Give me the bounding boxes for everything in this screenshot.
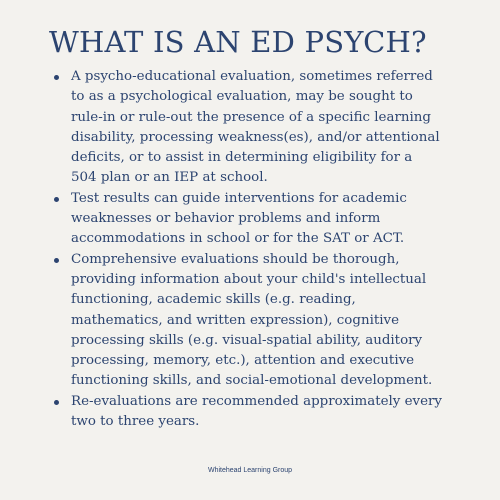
list-item xyxy=(52,189,442,250)
list-item-text: Comprehensive evaluations should be thorough, providing information about your child's intellectual functioning, academic skills (e.g. reading, mathematics, and written expression), cognitive processing skills (e.g. visual-spatial ability, auditory processing, memory, etc.), attention and executive functioning skills, and social-emotional development. xyxy=(71,251,433,389)
bullet-point-icon xyxy=(54,258,59,263)
page-title: WHAT IS AN ED PSYCH? xyxy=(49,25,427,59)
list-item-text: A psycho-educational evaluation, sometimes referred to as a psychological evaluation, may be sought to rule-in or rule-out the presence of a specific learning disability, processing weakness(es), and/or attentional deficits, or to assist in determining eligibility for a 504 plan or an IEP at school. xyxy=(71,69,440,186)
list-item-text: Re-evaluations are recommended approximately every two to three years. xyxy=(71,393,442,430)
bullet-point-icon xyxy=(54,400,59,405)
list-item xyxy=(52,250,442,392)
bullet-list xyxy=(52,67,442,432)
footer-brand: Whitehead Learning Group xyxy=(207,467,293,474)
list-item-text: Test results can guide interventions for academic weaknesses or behavior problems and inform accommodations in school or for the SAT or ACT. xyxy=(71,190,407,247)
list-item xyxy=(52,67,442,189)
bullet-point-icon xyxy=(54,197,59,202)
bullet-point-icon xyxy=(54,75,59,80)
list-item xyxy=(52,392,442,433)
